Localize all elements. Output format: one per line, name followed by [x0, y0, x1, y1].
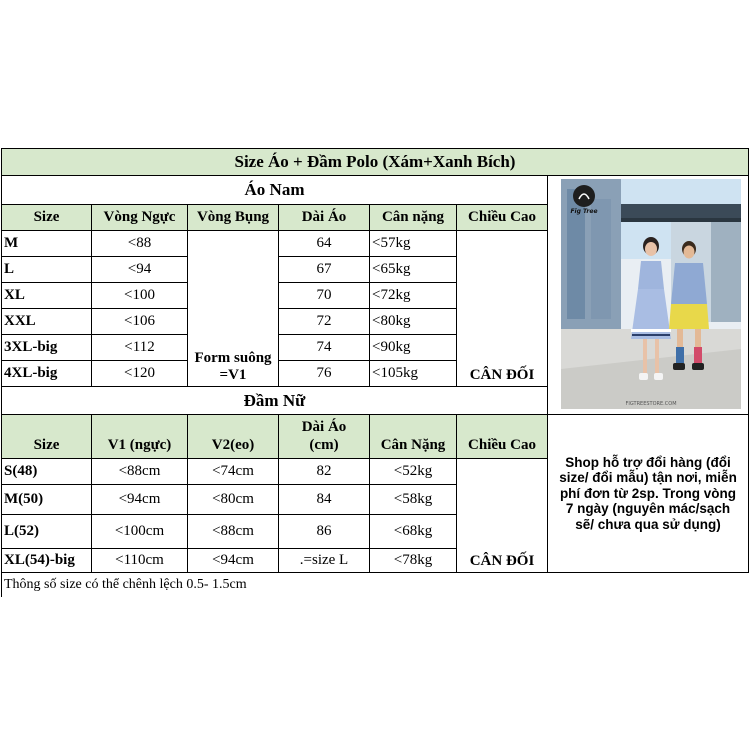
dam-nu-can-nang: <52kg [370, 459, 457, 485]
dam-nu-header-v1: V1 (ngực) [92, 415, 188, 459]
dam-nu-v1: <100cm [92, 515, 188, 549]
ao-nam-size: M [2, 231, 92, 257]
dam-nu-v1: <94cm [92, 485, 188, 515]
dam-nu-header-can-nang: Cân Nặng [370, 415, 457, 459]
ao-nam-dai-ao: 67 [279, 257, 370, 283]
product-photo-cell [548, 176, 749, 415]
ao-nam-dai-ao: 70 [279, 283, 370, 309]
shop-exchange-note: Shop hỗ trợ đổi hàng (đổi size/ đổi mẫu) tận nơi, miễn phí đơn từ 2sp. Trong vòng 7 ngày (nguyên mác/sạch sẽ/ chưa qua sử dụng) [548, 415, 749, 573]
chart-title: Size Áo + Đầm Polo (Xám+Xanh Bích) [2, 149, 749, 176]
ao-nam-can-nang: <80kg [370, 309, 457, 335]
couple-polo-photo [561, 179, 741, 409]
dam-nu-dai-ao: 86 [279, 515, 370, 549]
dam-nu-header-dai-ao: Dài Áo (cm) [279, 415, 370, 459]
ao-nam-vong-nguc: <120 [92, 361, 188, 387]
dam-nu-header-v2: V2(eo) [188, 415, 279, 459]
ao-nam-header-size: Size [2, 205, 92, 231]
ao-nam-vong-nguc: <112 [92, 335, 188, 361]
dam-nu-can-nang: <68kg [370, 515, 457, 549]
ao-nam-header-vong-nguc: Vòng Ngực [92, 205, 188, 231]
size-footnote: Thông số size có thể chênh lệch 0.5- 1.5cm [2, 573, 749, 597]
dam-nu-size: XL(54)-big [2, 549, 92, 573]
dam-nu-size: M(50) [2, 485, 92, 515]
ao-nam-size: XXL [2, 309, 92, 335]
ao-nam-dai-ao: 76 [279, 361, 370, 387]
dam-nu-chieu-cao-merged: CÂN ĐỐI [457, 459, 548, 573]
dam-nu-v2: <80cm [188, 485, 279, 515]
dam-nu-heading: Đầm Nữ [2, 387, 548, 415]
ao-nam-dai-ao: 72 [279, 309, 370, 335]
ao-nam-header-can-nang: Cân nặng [370, 205, 457, 231]
dam-nu-can-nang: <78kg [370, 549, 457, 573]
size-chart-sheet [0, 148, 749, 604]
ao-nam-vong-nguc: <106 [92, 309, 188, 335]
ao-nam-can-nang: <57kg [370, 231, 457, 257]
ao-nam-can-nang: <65kg [370, 257, 457, 283]
ao-nam-can-nang: <72kg [370, 283, 457, 309]
ao-nam-size: XL [2, 283, 92, 309]
dam-nu-header-size: Size [2, 415, 92, 459]
dam-nu-can-nang: <58kg [370, 485, 457, 515]
dam-nu-v2: <88cm [188, 515, 279, 549]
dam-nu-size: L(52) [2, 515, 92, 549]
ao-nam-header-chieu-cao: Chiều Cao [457, 205, 548, 231]
ao-nam-vong-nguc: <88 [92, 231, 188, 257]
ao-nam-chieu-cao-merged: CÂN ĐỐI [457, 231, 548, 387]
ao-nam-heading: Áo Nam [2, 176, 548, 205]
ao-nam-dai-ao: 64 [279, 231, 370, 257]
dam-nu-size: S(48) [2, 459, 92, 485]
ao-nam-size: 4XL-big [2, 361, 92, 387]
dam-nu-v1: <110cm [92, 549, 188, 573]
ao-nam-size: 3XL-big [2, 335, 92, 361]
ao-nam-vong-nguc: <94 [92, 257, 188, 283]
dam-nu-dai-ao: 84 [279, 485, 370, 515]
dam-nu-dai-ao: 82 [279, 459, 370, 485]
dam-nu-v1: <88cm [92, 459, 188, 485]
dam-nu-v2: <94cm [188, 549, 279, 573]
ao-nam-vong-bung-merged: Form suông =V1 [188, 231, 279, 387]
ao-nam-header-vong-bung: Vòng Bụng [188, 205, 279, 231]
ao-nam-dai-ao: 74 [279, 335, 370, 361]
figtree-logo-text: Fig Tree [570, 208, 598, 215]
ao-nam-can-nang: <90kg [370, 335, 457, 361]
ao-nam-header-dai-ao: Dài Áo [279, 205, 370, 231]
ao-nam-size: L [2, 257, 92, 283]
ao-nam-vong-nguc: <100 [92, 283, 188, 309]
dam-nu-header-chieu-cao: Chiều Cao [457, 415, 548, 459]
ao-nam-can-nang: <105kg [370, 361, 457, 387]
dam-nu-dai-ao: .=size L [279, 549, 370, 573]
dam-nu-v2: <74cm [188, 459, 279, 485]
photo-caption: FIGTREESTORE.COM [625, 401, 677, 407]
size-chart-table [1, 148, 749, 597]
